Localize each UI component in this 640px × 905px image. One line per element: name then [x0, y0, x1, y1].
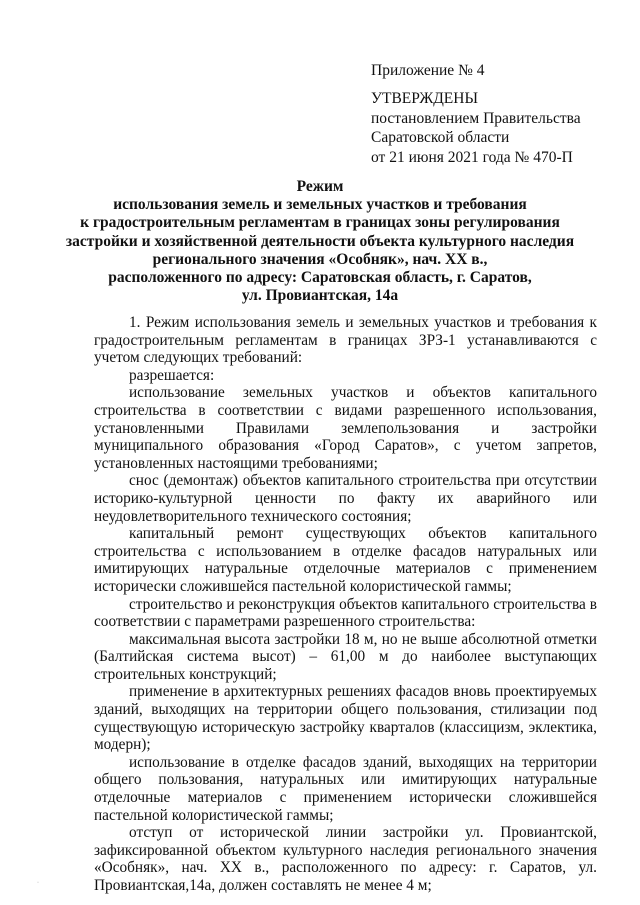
body-paragraph: применение в архитектурных решениях фасадов вновь проектируемых зданий, выходящих на территории общего пользования, стилизации под существующую историческую застройку кварталов (классицизм, эклектика, модерн);	[94, 683, 597, 754]
body-paragraph: использование земельных участков и объектов капитального строительства в соответствии с видами разрешенного использования, установленными Правилами землепользования и застройки муниципального образования «Город Саратов», с учетом запретов, установленных настоящими требованиями;	[94, 384, 597, 472]
approval-line: от 21 июня 2021 года № 470-П	[371, 148, 573, 166]
title-line: регионального значения «Особняк», нач. XX в.,	[152, 250, 488, 268]
body-paragraph: максимальная высота застройки 18 м, но не выше абсолютной отметки (Балтийская система высот) – 61,00 м до наиболее выступающих строительных конструкций;	[94, 630, 597, 683]
body-paragraph: отступ от исторической линии застройки ул. Провиантской, зафиксированной объектом культурного наследия регионального значения «Особняк», нач. XX в., расположенного по адресу: г. Саратов, ул. Провиантская,14а, должен составлять не менее 4 м;	[94, 824, 597, 894]
approval-block	[371, 89, 581, 167]
title-line: Режим	[296, 178, 344, 195]
scan-speck: ·	[37, 880, 39, 886]
body-paragraph: разрешается:	[129, 366, 215, 384]
title-line: к градостроительным регламентам в границах зоны регулирования	[80, 214, 560, 232]
approval-line: Саратовской области	[371, 129, 510, 146]
body-paragraph: использование в отделке фасадов зданий, выходящих на территории общего пользования, натуральных или имитирующих натуральные отделочные материалов с применением исторически сложившейся пастельной колористической гаммы;	[94, 753, 597, 824]
body-paragraph: 1. Режим использования земель и земельных участков и требования к градостроительным регламентам в границах ЗРЗ-1 устанавливаются с учетом следующих требований:	[94, 314, 597, 367]
body-paragraph: капитальный ремонт существующих объектов капитального строительства с использованием в отделке фасадов натуральных или имитирующих натуральные отделочные материалов с применением исторически сложившейся пастельной колористической гаммы;	[94, 525, 597, 595]
title-line: использования земель и земельных участков и требования	[113, 196, 527, 214]
appendix-label: Приложение № 4	[371, 62, 485, 79]
approval-line: УТВЕРЖДЕНЫ	[371, 90, 478, 107]
title-line: расположенного по адресу: Саратовская область, г. Саратов,	[108, 269, 532, 287]
title-line: ул. Провиантская, 14а	[241, 287, 399, 305]
body-paragraph: строительство и реконструкция объектов капитального строительства в соответствии с параметрами разрешенного строительства:	[94, 595, 597, 631]
title-line: застройки и хозяйственной деятельности объекта культурного наследия	[65, 232, 575, 250]
document-body	[94, 314, 597, 895]
body-paragraph: снос (демонтаж) объектов капитального строительства при отсутствии историко-культурной ценности по факту их аварийного или неудовлетворительного технического состояния;	[94, 472, 597, 525]
approval-line: постановлением Правительства	[371, 109, 581, 127]
document-title	[60, 178, 580, 305]
